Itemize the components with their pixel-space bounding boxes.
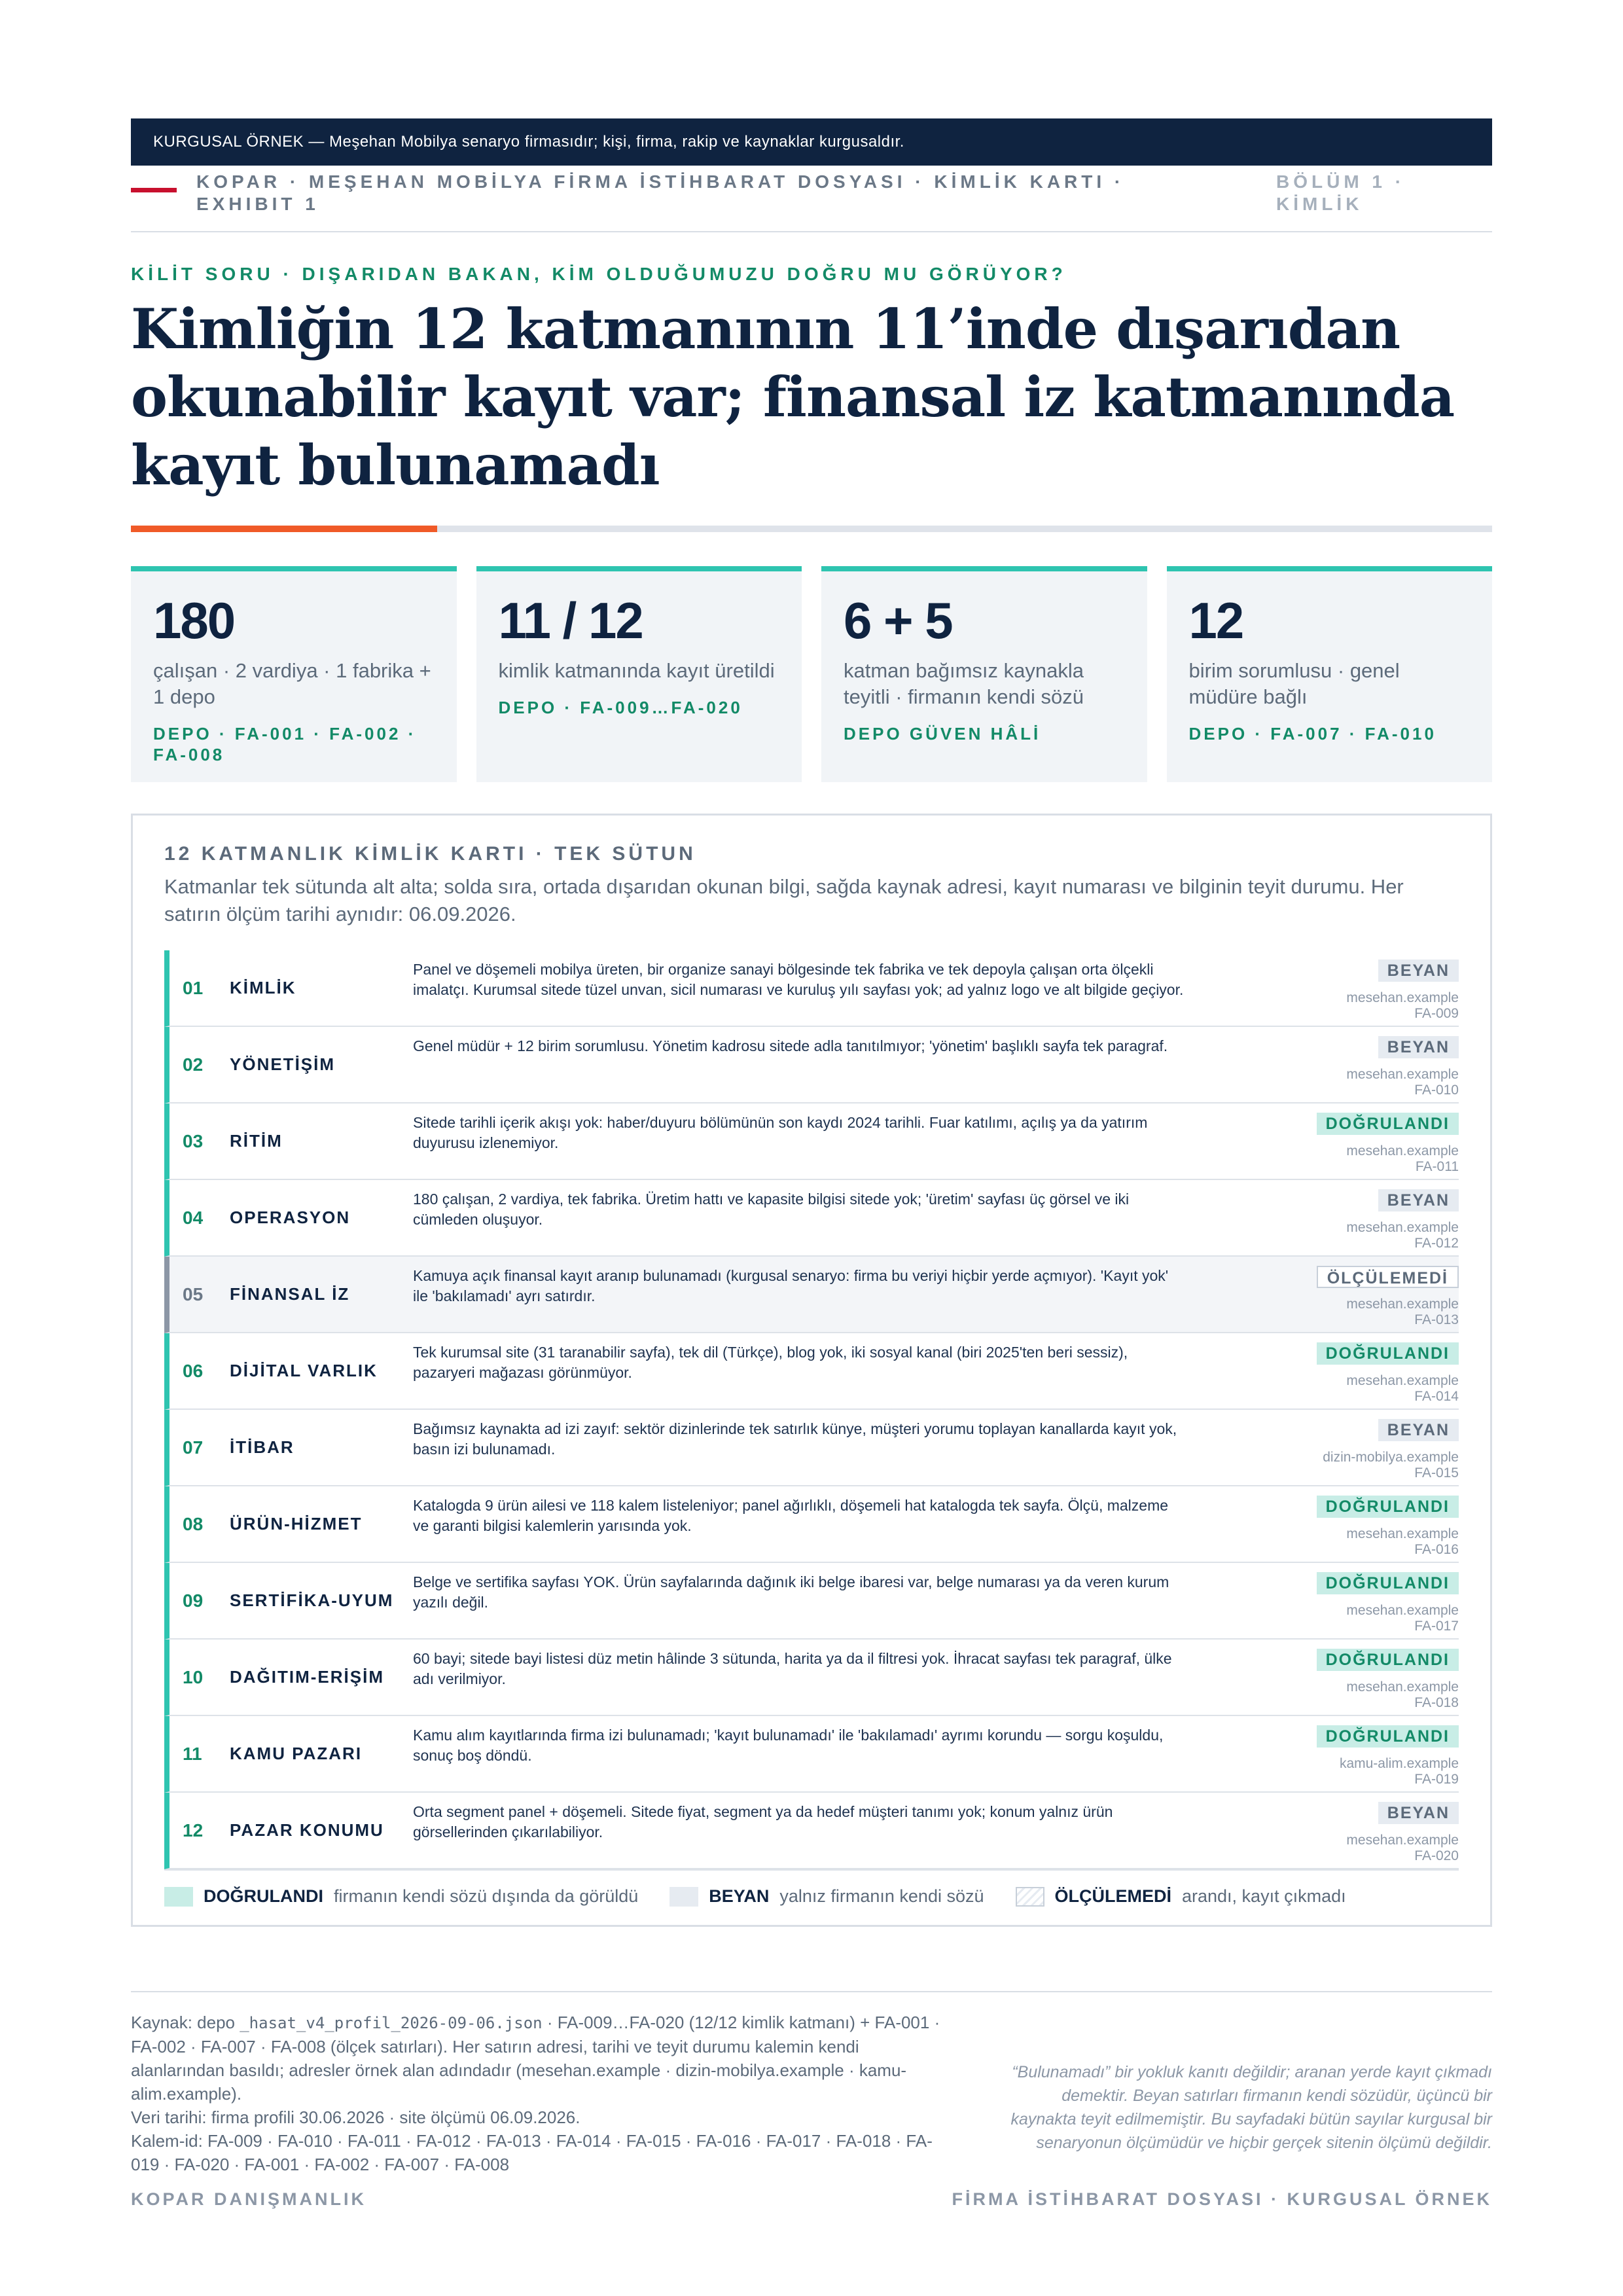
legend-swatch-declared (669, 1887, 698, 1907)
layer-record-id: FA-019 (1414, 1772, 1459, 1787)
layer-status-badge: DOĞRULANDI (1317, 1496, 1459, 1518)
layer-number: 11 (183, 1744, 202, 1764)
layer-status-badge: BEYAN (1378, 960, 1459, 982)
layer-name: YÖNETİŞİM (230, 1054, 336, 1074)
stat-description: kimlik katmanında kayıt üretildi (498, 659, 775, 682)
layer-source-site: mesehan.example (1346, 1526, 1459, 1541)
layer-row (164, 1257, 1459, 1333)
fiction-banner: KURGUSAL ÖRNEK — Meşehan Mobilya senaryo firmasıdır; kişi, firma, rakip ve kaynaklar kurgusaldır. (131, 118, 1492, 166)
layer-number: 09 (183, 1590, 204, 1611)
source-detail: · FA-009…FA-020 (12/12 kimlik katmanı) + FA-001 · FA-002 · FA-007 · FA-008 (ölçek satırları). Her satırın adresi, tarihi ve teyit durumu kalemin kendi alanlarından basıldı; adresler örnek alan adındadır (mesehan.example · dizin-mobilya.example · kamu-alim.example). (131, 2013, 940, 2104)
legend-swatch-verified (164, 1887, 193, 1907)
layer-description: Orta segment panel + döşemeli. Sitede fiyat, segment ya da hedef müşteri tanımı yok; konum yalnız ürün görsellerinden çıkarılabiliyor. (413, 1803, 1113, 1840)
layer-record-id: FA-016 (1414, 1542, 1459, 1557)
layer-name: İTİBAR (230, 1437, 294, 1457)
layer-source-site: mesehan.example (1346, 1143, 1459, 1158)
status-legend (164, 1869, 1459, 1907)
layer-row (164, 1716, 1459, 1793)
stat-description: katman bağımsız kaynakla teyitli · firmanın kendi sözü (844, 659, 1084, 708)
identity-card (131, 814, 1492, 1927)
layer-name: DAĞITIM-ERİŞİM (230, 1667, 384, 1687)
layer-row (164, 1486, 1459, 1563)
layer-description: Kamu alım kayıtlarında firma izi bulunamadı; 'kayıt bulunamadı' ile 'bakılamadı' ayrımı korundu — sorgu koşuldu, sonuç boş döndü. (413, 1727, 1164, 1764)
stat-source: DEPO GÜVEN HÂLİ (844, 724, 1041, 744)
layer-number: 06 (183, 1361, 204, 1381)
layer-source-site: mesehan.example (1346, 1833, 1459, 1848)
title-rule (131, 526, 1492, 532)
stat-source: DEPO · FA-009…FA-020 (498, 698, 743, 717)
stat-card (821, 566, 1147, 782)
layer-description: Tek kurumsal site (31 taranabilir sayfa), tek dil (Türkçe), blog yok, iki sosyal kanal (biri 2025'ten beri sessiz), pazaryeri mağazası görünmüyor. (413, 1344, 1128, 1381)
legend-key: ÖLÇÜLEMEDİ (1054, 1886, 1171, 1906)
layer-number: 08 (183, 1514, 204, 1534)
breadcrumb: KOPAR · MEŞEHAN MOBİLYA FİRMA İSTİHBARAT DOSYASI · KİMLİK KARTI · EXHIBIT 1 (196, 171, 1125, 214)
layer-source-site: mesehan.example (1346, 990, 1459, 1005)
data-dates: Veri tarihi: firma profili 30.06.2026 · site ölçümü 06.09.2026. (131, 2108, 580, 2127)
layer-status-badge: DOĞRULANDI (1317, 1649, 1459, 1671)
layer-status-badge: DOĞRULANDI (1317, 1572, 1459, 1594)
footer-brand: KOPAR DANIŞMANLIK (131, 2189, 366, 2209)
stat-cards (131, 566, 1492, 782)
layer-description: Panel ve döşemeli mobilya üreten, bir organize sanayi bölgesinde tek fabrika ve tek depoyla çalışan orta ölçekli imalatçı. Kurumsal sitede tüzel unvan, sicil numarası ve kuruluş yılı sayfası yok; ad yalnız logo ve alt bilgide geçiyor. (413, 961, 1184, 998)
layer-row (164, 1027, 1459, 1103)
page (131, 118, 1492, 1927)
footer-sources (131, 2011, 955, 2176)
layer-status-badge: ÖLÇÜLEMEDİ (1317, 1266, 1459, 1288)
layer-status-badge: BEYAN (1378, 1189, 1459, 1211)
layer-name: FİNANSAL İZ (230, 1284, 350, 1304)
layer-description: Genel müdür + 12 birim sorumlusu. Yönetim kadrosu sitede adla tanıtılmıyor; 'yönetim' başlıklı sayfa tek paragraf. (413, 1037, 1168, 1054)
layer-status-badge: DOĞRULANDI (1317, 1342, 1459, 1365)
title-rule-accent (131, 526, 437, 532)
layer-source-site: kamu-alim.example (1339, 1756, 1459, 1771)
layer-row (164, 1563, 1459, 1640)
stat-card (476, 566, 802, 782)
source-prefix: Kaynak: depo (131, 2013, 240, 2032)
layer-record-id: FA-013 (1414, 1312, 1459, 1327)
stat-value: 180 (153, 592, 235, 649)
layer-row (164, 1793, 1459, 1869)
layer-source-site: mesehan.example (1346, 1679, 1459, 1695)
layer-record-id: FA-018 (1414, 1695, 1459, 1710)
layer-description: Belge ve sertifika sayfası YOK. Ürün sayfalarında dağınık iki belge ibaresi var, belge numarası ya da veren kurum yazılı değil. (413, 1573, 1169, 1611)
stat-source: DEPO · FA-007 · FA-010 (1188, 724, 1436, 744)
layer-source-site: mesehan.example (1346, 1297, 1459, 1312)
layer-record-id: FA-012 (1414, 1236, 1459, 1251)
page-title: Kimliğin 12 katmanının 11’inde dışarıdan okunabilir kayıt var; finansal iz katmanında kayıt bulunamadı (131, 296, 1455, 497)
layer-description: Katalogda 9 ürün ailesi ve 118 kalem listeleniyor; panel ağırlıklı, döşemeli hat katalogda tek sayfa. Ölçü, malzeme ve garanti bilgisi kalemlerin yarısında yok. (413, 1497, 1169, 1534)
layer-number: 07 (183, 1437, 204, 1458)
layer-source-site: dizin-mobilya.example (1323, 1450, 1459, 1465)
footer-document: FİRMA İSTİHBARAT DOSYASI · KURGUSAL ÖRNEK (952, 2189, 1492, 2209)
layer-number: 01 (183, 978, 204, 998)
layer-row (164, 1410, 1459, 1486)
card-title: 12 KATMANLIK KİMLİK KARTI · TEK SÜTUN (164, 843, 696, 865)
layer-row (164, 1333, 1459, 1410)
running-head (131, 166, 1492, 232)
layer-record-id: FA-020 (1414, 1848, 1459, 1863)
layer-number: 10 (183, 1667, 204, 1687)
layer-number: 02 (183, 1054, 204, 1075)
card-intro: Katmanlar tek sütunda alt alta; solda sıra, ortada dışarıdan okunan bilgi, sağda kaynak adresi, kayıt numarası ve bilginin teyit durumu. Her satırın ölçüm tarihi aynıdır: 06.09.2026. (164, 875, 1404, 925)
stat-card (1167, 566, 1493, 782)
legend-value: arandı, kayıt çıkmadı (1182, 1886, 1346, 1906)
layer-description: Bağımsız kaynakta ad izi zayıf: sektör dizinlerinde tek satırlık künye, müşteri yorumu toplayan kanallarda kayıt yok, basın izi bulunamadı. (413, 1420, 1177, 1458)
layer-number: 05 (183, 1284, 204, 1304)
legend-value: firmanın kendi sözü dışında da görüldü (334, 1886, 639, 1906)
footer (131, 1991, 1492, 2174)
layer-number: 03 (183, 1131, 204, 1151)
layer-record-id: FA-011 (1415, 1159, 1459, 1174)
stat-value: 6 + 5 (844, 592, 952, 649)
layer-name: ÜRÜN-HİZMET (230, 1514, 363, 1534)
layer-source-site: mesehan.example (1346, 1603, 1459, 1618)
brand-red-bar (131, 188, 177, 192)
layer-name: KAMU PAZARI (230, 1744, 363, 1763)
layer-record-id: FA-017 (1414, 1619, 1459, 1634)
layer-row (164, 1103, 1459, 1180)
layer-source-site: mesehan.example (1346, 1220, 1459, 1235)
layer-description: 180 çalışan, 2 vardiya, tek fabrika. Üretim hattı ve kapasite bilgisi sitede yok; 'üretim' sayfası üç görsel ve iki cümleden oluşuyor. (413, 1191, 1130, 1228)
footer-note: “Bulunamadı” bir yokluk kanıtı değildir; aranan yerde kayıt çıkmadı demektir. Beyan satırları firmanın kendi sözüdür, üçüncü bir kaynakta teyit edilmemiştir. Bu sayfadaki bütün sayılar kurgusal bir senaryonun ölçümüdür ve hiçbir gerçek sitenin ölçümü değildir. (1010, 2063, 1492, 2152)
layer-record-id: FA-009 (1414, 1006, 1459, 1021)
layer-description: Kamuya açık finansal kayıt aranıp bulunamadı (kurgusal senaryo: firma bu veriyi hiçbir yerde açmıyor). 'Kayıt yok' ile 'bakılamadı' ayrı satırdır. (413, 1267, 1169, 1304)
layer-record-id: FA-010 (1414, 1083, 1459, 1098)
layer-source-site: mesehan.example (1346, 1373, 1459, 1388)
layer-source-site: mesehan.example (1346, 1067, 1459, 1082)
source-file: _hasat_v4_profil_2026-09-06.json (240, 2014, 543, 2032)
layer-name: PAZAR KONUMU (230, 1820, 384, 1840)
legend-key: DOĞRULANDI (204, 1886, 323, 1906)
layer-status-badge: BEYAN (1378, 1036, 1459, 1058)
layer-record-id: FA-015 (1414, 1465, 1459, 1480)
layer-name: DİJİTAL VARLIK (230, 1361, 378, 1380)
stat-card (131, 566, 457, 782)
layer-status-badge: BEYAN (1378, 1802, 1459, 1824)
stat-value: 11 / 12 (498, 592, 643, 649)
layer-status-badge: DOĞRULANDI (1317, 1725, 1459, 1748)
layer-number: 12 (183, 1820, 204, 1840)
layer-number: 04 (183, 1208, 204, 1228)
stat-value: 12 (1188, 592, 1243, 649)
legend-swatch-unmeasured (1016, 1887, 1044, 1907)
stat-source: DEPO · FA-001 · FA-002 · FA-008 (153, 724, 417, 764)
layer-description: 60 bayi; sitede bayi listesi düz metin hâlinde 3 sütunda, harita ya da il filtresi yok. İhracat sayfası tek paragraf, ülke adı verilmiyor. (413, 1650, 1172, 1687)
layer-row (164, 1180, 1459, 1257)
layer-record-id: FA-014 (1414, 1389, 1459, 1404)
legend-key: BEYAN (709, 1886, 770, 1906)
item-ids: Kalem-id: FA-009 · FA-010 · FA-011 · FA-012 · FA-013 · FA-014 · FA-015 · FA-016 · FA-017 · FA-018 · FA-019 · FA-020 · FA-001 · FA-002 · FA-007 · FA-008 (131, 2131, 933, 2174)
layer-row (164, 950, 1459, 1027)
layer-status-badge: DOĞRULANDI (1317, 1113, 1459, 1135)
layer-name: KİMLİK (230, 978, 296, 997)
stat-description: çalışan · 2 vardiya · 1 fabrika + 1 depo (153, 659, 431, 708)
key-question: KİLİT SORU · DIŞARIDAN BAKAN, KİM OLDUĞUMUZU DOĞRU MU GÖRÜYOR? (131, 264, 1067, 284)
legend-value: yalnız firmanın kendi sözü (779, 1886, 984, 1906)
stat-description: birim sorumlusu · genel müdüre bağlı (1188, 659, 1400, 708)
layer-list (164, 950, 1459, 1869)
layer-name: SERTİFİKA-UYUM (230, 1590, 394, 1610)
section-label: BÖLÜM 1 · KİMLİK (1276, 171, 1406, 214)
layer-description: Sitede tarihli içerik akışı yok: haber/duyuru bölümünün son kaydı 2024 tarihli. Fuar katılımı, açılış ya da yatırım duyurusu izlenemiyor. (413, 1114, 1148, 1151)
layer-row (164, 1640, 1459, 1716)
layer-name: RİTİM (230, 1131, 283, 1151)
layer-status-badge: BEYAN (1378, 1419, 1459, 1441)
layer-name: OPERASYON (230, 1208, 351, 1227)
